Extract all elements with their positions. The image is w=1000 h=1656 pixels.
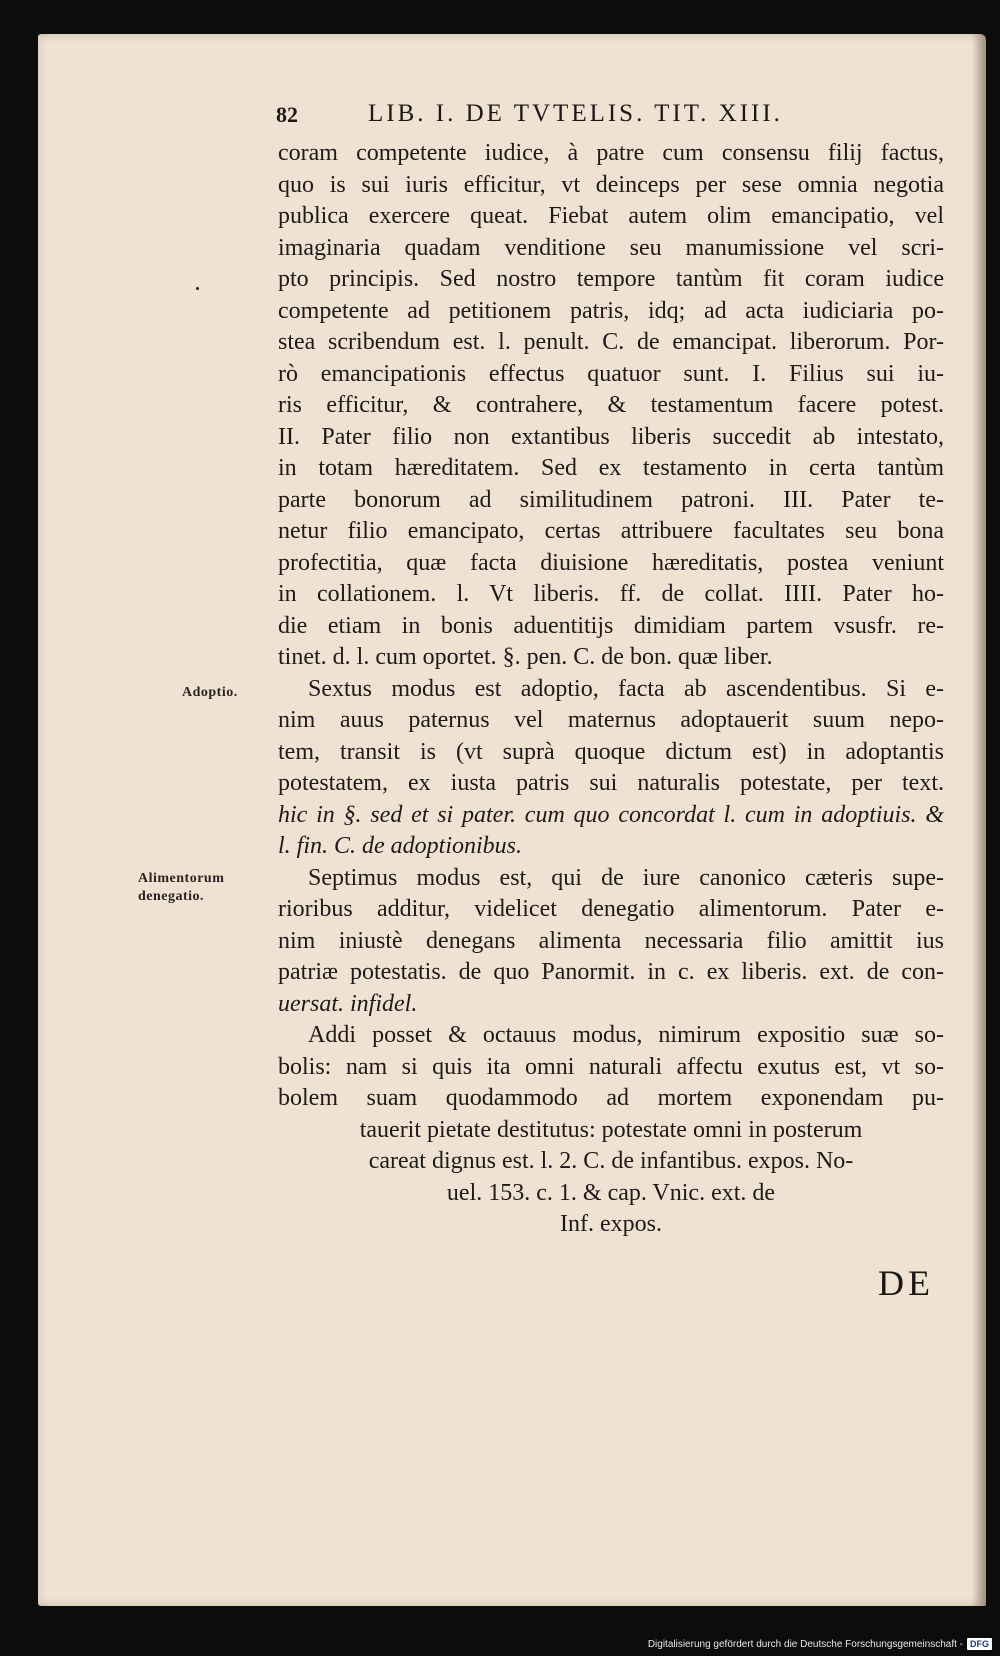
text-line: in totam hæreditatem. Sed ex testamento in certa tantùm (278, 455, 944, 481)
main-text-block (278, 138, 944, 1241)
text-line: tinet. d. l. cum oportet. §. pen. C. de bon. quæ liber. (278, 644, 773, 670)
margin-mark (196, 287, 199, 290)
text-line: pto principis. Sed nostro tempore tantùm fit coram iudice (278, 266, 944, 292)
text-line: publica exercere queat. Fiebat autem olim emancipatio, vel (278, 203, 944, 229)
text-line: careat dignus est. l. 2. C. de infantibus. expos. No- (368, 1148, 854, 1174)
text-line: rioribus additur, videlicet denegatio alimentorum. Pater e- (278, 896, 944, 922)
marginal-adoptio-text: Adoptio. (182, 685, 238, 700)
text-line: potestatem, ex iusta patris sui naturalis potestate, per text. (278, 770, 944, 796)
text-line: patriæ potestatis. de quo Panormit. in c. ex liberis. ext. de con- (278, 959, 944, 985)
marginal-denegatio-text: denegatio. (138, 889, 205, 904)
text-line: stea scribendum est. l. penult. C. de emancipat. liberorum. Por- (278, 329, 944, 355)
text-line: in collationem. l. Vt liberis. ff. de collat. IIII. Pater ho- (278, 581, 944, 607)
text-line: Septimus modus est, qui de iure canonico cæteris supe- (308, 864, 944, 891)
text-line: parte bonorum ad similitudinem patroni. III. Pater te- (278, 486, 944, 513)
dfg-logo: DFG (967, 1638, 992, 1650)
text-line: nim auus paternus vel maternus adoptauerit suum nepo- (278, 707, 944, 733)
text-line: competente ad petitionem patris, idq; ad acta iudiciaria po- (278, 297, 944, 324)
text-line: bolis: nam si quis ita omni naturali affectu exutus est, vt so- (278, 1053, 944, 1080)
text-line: quo is sui iuris efficitur, vt deinceps per sese omnia negotia (278, 171, 944, 198)
text-line: ris efficitur, & contrahere, & testamentum facere potest. (278, 392, 944, 418)
text-line: die etiam in bonis aduentitijs dimidiam partem vsusfr. re- (278, 612, 944, 639)
page-number: 82 (276, 102, 298, 127)
text-line: imaginaria quadam venditione seu manumissione vel scri- (278, 234, 944, 261)
text-line: l. fin. C. de adoptionibus. (278, 833, 523, 859)
footer-text: Digitalisierung gefördert durch die Deutsche Forschungsgemeinschaft - (647, 1638, 963, 1650)
text-line: coram competente iudice, à patre cum consensu filij factus, (278, 140, 944, 166)
marginal-note-adoptio (182, 684, 238, 702)
text-line: nim iniustè denegans alimenta necessaria filio amittit ius (278, 927, 944, 954)
digitization-footer (648, 1636, 992, 1652)
text-line: Addi posset & octauus modus, nimirum expositio suæ so- (308, 1022, 944, 1048)
text-line: profectitia, quæ facta diuisione hæreditatis, postea veniunt (278, 549, 944, 576)
text-line: Inf. expos. (560, 1211, 662, 1237)
text-line: Sextus modus est adoptio, facta ab ascendentibus. Si e- (308, 675, 944, 702)
text-line: netur filio emancipato, certas attribuere facultates seu bona (278, 518, 944, 544)
text-line: tauerit pietate destitutus: potestate omni in posterum (359, 1116, 863, 1143)
text-line: II. Pater filio non extantibus liberis succedit ab intestato, (278, 423, 944, 450)
text-line: hic in §. sed et si pater. cum quo concordat l. cum in adoptiuis. & (278, 801, 944, 828)
marginal-alimentorum-text: Alimentorum (138, 871, 225, 886)
text-line: rò emancipationis effectus quatuor sunt. I. Filius sui iu- (278, 360, 944, 387)
catchword: DE (878, 1263, 934, 1303)
text-line: bolem suam quodammodo ad mortem exponendam pu- (278, 1085, 944, 1111)
marginal-note-alimentorum (138, 870, 224, 906)
text-line: uersat. infidel. (278, 990, 418, 1017)
running-header (276, 100, 876, 134)
running-title: LIB. I. DE TVTELIS. TIT. XIII. (368, 100, 783, 127)
text-line: tem, transit is (vt suprà quoque dictum est) in adoptantis (278, 738, 944, 765)
page-edge-shadow (972, 34, 986, 1606)
text-line: uel. 153. c. 1. & cap. Vnic. ext. de (446, 1179, 776, 1206)
